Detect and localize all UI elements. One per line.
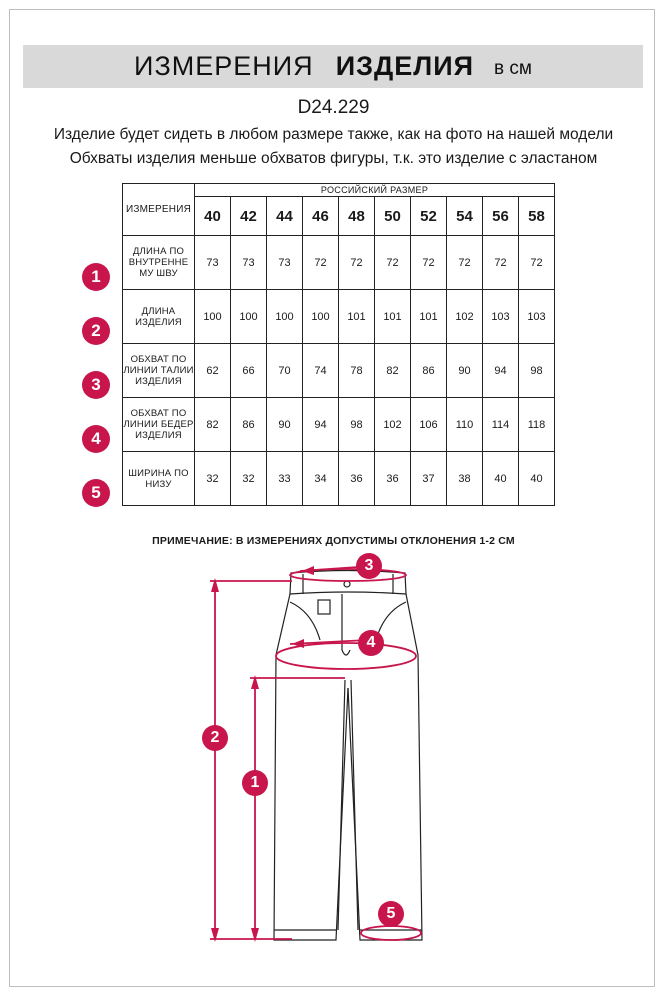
size-header: 44 xyxy=(267,197,303,236)
article-number: D24.229 xyxy=(297,97,370,118)
table-cell: 72 xyxy=(411,236,447,290)
table-cell: 90 xyxy=(447,344,483,398)
table-cell: 73 xyxy=(195,236,231,290)
table-cell: 102 xyxy=(447,290,483,344)
table-cell: 101 xyxy=(339,290,375,344)
diagram-marker-length: 2 xyxy=(202,725,228,751)
table-cell: 66 xyxy=(231,344,267,398)
table-cell: 73 xyxy=(231,236,267,290)
table-cell: 72 xyxy=(447,236,483,290)
table-cell: 114 xyxy=(483,398,519,452)
table-cell: 40 xyxy=(483,452,519,506)
table-cell: 106 xyxy=(411,398,447,452)
row-number-badge: 4 xyxy=(82,425,110,453)
table-cell: 34 xyxy=(303,452,339,506)
table-cell: 36 xyxy=(375,452,411,506)
size-header: 58 xyxy=(519,197,555,236)
table-cell: 37 xyxy=(411,452,447,506)
size-header: 42 xyxy=(231,197,267,236)
row-number-badge: 1 xyxy=(82,263,110,291)
table-cell: 98 xyxy=(519,344,555,398)
table-cell: 72 xyxy=(519,236,555,290)
table-cell: 94 xyxy=(483,344,519,398)
title-part-2: ИЗДЕЛИЯ xyxy=(335,51,475,81)
measurement-lines xyxy=(210,567,421,940)
table-cell: 32 xyxy=(231,452,267,506)
table-cell: 72 xyxy=(303,236,339,290)
table-cell: 90 xyxy=(267,398,303,452)
table-cell: 78 xyxy=(339,344,375,398)
row-number-badge: 3 xyxy=(82,371,110,399)
size-header: 46 xyxy=(303,197,339,236)
table-cell: 100 xyxy=(231,290,267,344)
table-cell: 73 xyxy=(267,236,303,290)
row-label: ОБХВАТ ПО ЛИНИИ БЕДЕР ИЗДЕЛИЯ xyxy=(123,398,195,452)
row-number-badge: 5 xyxy=(82,479,110,507)
tolerance-note: ПРИМЕЧАНИЕ: В ИЗМЕРЕНИЯХ ДОПУСТИМЫ ОТКЛОНЕНИЯ 1-2 СМ xyxy=(152,535,515,547)
table-cell: 86 xyxy=(231,398,267,452)
table-cell: 101 xyxy=(411,290,447,344)
table-cell: 110 xyxy=(447,398,483,452)
subtitle-line-1: Изделие будет сидеть в любом размере также, как на фото на нашей модели xyxy=(53,126,614,143)
table-cell: 100 xyxy=(303,290,339,344)
table-cell: 72 xyxy=(375,236,411,290)
table-cell: 32 xyxy=(195,452,231,506)
diagram-marker-waist: 3 xyxy=(356,553,382,579)
size-group-label: РОССИЙСКИЙ РАЗМЕР xyxy=(195,184,555,197)
size-header: 54 xyxy=(447,197,483,236)
row-label: ДЛИНА ПО ВНУТРЕННЕ МУ ШВУ xyxy=(123,236,195,290)
diagram-marker-inseam: 1 xyxy=(242,770,268,796)
size-header: 40 xyxy=(195,197,231,236)
table-cell: 38 xyxy=(447,452,483,506)
subtitle-line-2: Обхваты изделия меньше обхватов фигуры, т.к. это изделие с эластаном xyxy=(69,150,598,167)
table-cell: 118 xyxy=(519,398,555,452)
table-cell: 62 xyxy=(195,344,231,398)
diagram-marker-hem: 5 xyxy=(378,901,404,927)
size-header: 48 xyxy=(339,197,375,236)
title-part-1: ИЗМЕРЕНИЯ xyxy=(134,51,314,81)
table-cell: 102 xyxy=(375,398,411,452)
table-cell: 33 xyxy=(267,452,303,506)
table-cell: 100 xyxy=(267,290,303,344)
table-corner-label: ИЗМЕРЕНИЯ xyxy=(123,184,195,236)
size-header: 52 xyxy=(411,197,447,236)
size-header: 50 xyxy=(375,197,411,236)
table-cell: 70 xyxy=(267,344,303,398)
table-cell: 94 xyxy=(303,398,339,452)
pants-outline xyxy=(274,571,422,941)
row-number-badge: 2 xyxy=(82,317,110,345)
table-cell: 82 xyxy=(195,398,231,452)
row-label: ДЛИНА ИЗДЕЛИЯ xyxy=(123,290,195,344)
diagram-marker-hips: 4 xyxy=(358,630,384,656)
arrow-heads xyxy=(211,566,314,942)
table-cell: 103 xyxy=(483,290,519,344)
table-cell: 74 xyxy=(303,344,339,398)
table-cell: 101 xyxy=(375,290,411,344)
row-label: ШИРИНА ПО НИЗУ xyxy=(123,452,195,506)
row-label: ОБХВАТ ПО ЛИНИИ ТАЛИИ ИЗДЕЛИЯ xyxy=(123,344,195,398)
table-cell: 86 xyxy=(411,344,447,398)
table-cell: 103 xyxy=(519,290,555,344)
table-cell: 72 xyxy=(339,236,375,290)
title-unit: в см xyxy=(494,57,532,79)
table-cell: 98 xyxy=(339,398,375,452)
size-header: 56 xyxy=(483,197,519,236)
table-cell: 72 xyxy=(483,236,519,290)
table-cell: 82 xyxy=(375,344,411,398)
table-cell: 40 xyxy=(519,452,555,506)
table-cell: 100 xyxy=(195,290,231,344)
table-cell: 36 xyxy=(339,452,375,506)
